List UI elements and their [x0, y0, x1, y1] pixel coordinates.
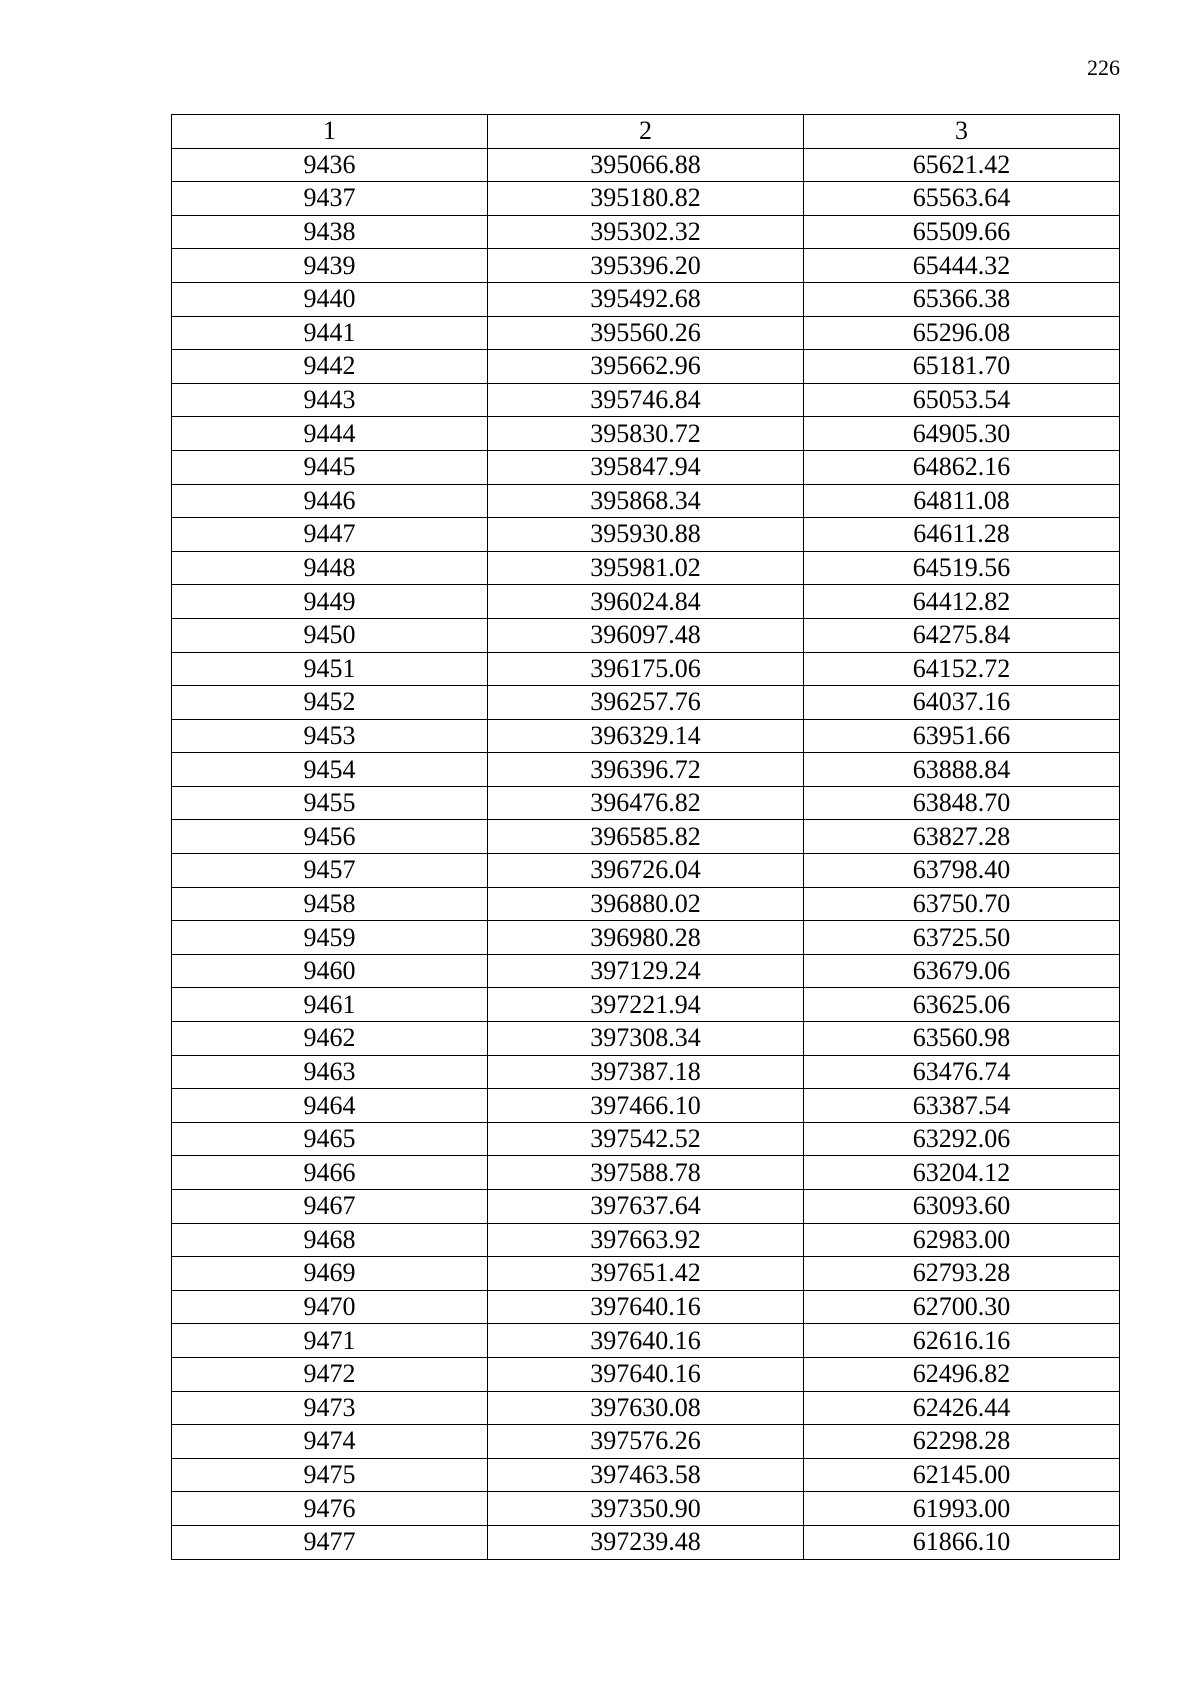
- y-coordinate-cell: 63093.60: [804, 1190, 1120, 1224]
- x-coordinate-cell: 396175.06: [488, 652, 804, 686]
- y-coordinate-cell: 65053.54: [804, 383, 1120, 417]
- y-coordinate-cell: 63292.06: [804, 1122, 1120, 1156]
- y-coordinate-cell: 63827.28: [804, 820, 1120, 854]
- x-coordinate-cell: 397221.94: [488, 988, 804, 1022]
- point-number-cell: 9466: [172, 1156, 488, 1190]
- table-row: [172, 551, 1120, 585]
- table-row: [172, 786, 1120, 820]
- table-row: [172, 1055, 1120, 1089]
- x-coordinate-cell: 397651.42: [488, 1257, 804, 1291]
- table-row: [172, 316, 1120, 350]
- point-number-cell: 9442: [172, 350, 488, 384]
- table-row: [172, 182, 1120, 216]
- table-row: [172, 719, 1120, 753]
- point-number-cell: 9473: [172, 1391, 488, 1425]
- table-row: [172, 1089, 1120, 1123]
- point-number-cell: 9444: [172, 417, 488, 451]
- y-coordinate-cell: 63625.06: [804, 988, 1120, 1022]
- point-number-cell: 9437: [172, 182, 488, 216]
- x-coordinate-cell: 395930.88: [488, 518, 804, 552]
- y-coordinate-cell: 63848.70: [804, 786, 1120, 820]
- table-row: [172, 417, 1120, 451]
- table-row: [172, 1492, 1120, 1526]
- coordinates-table: [171, 114, 1120, 1560]
- x-coordinate-cell: 397630.08: [488, 1391, 804, 1425]
- point-number-cell: 9476: [172, 1492, 488, 1526]
- x-coordinate-cell: 395180.82: [488, 182, 804, 216]
- x-coordinate-cell: 396396.72: [488, 753, 804, 787]
- y-coordinate-cell: 64037.16: [804, 686, 1120, 720]
- x-coordinate-cell: 396257.76: [488, 686, 804, 720]
- point-number-cell: 9460: [172, 954, 488, 988]
- table-row: [172, 820, 1120, 854]
- x-coordinate-cell: 396476.82: [488, 786, 804, 820]
- x-coordinate-cell: 397542.52: [488, 1122, 804, 1156]
- table-row: [172, 854, 1120, 888]
- y-coordinate-cell: 64412.82: [804, 585, 1120, 619]
- x-coordinate-cell: 396097.48: [488, 618, 804, 652]
- table-row: [172, 215, 1120, 249]
- x-coordinate-cell: 397640.16: [488, 1324, 804, 1358]
- table-row: [172, 1525, 1120, 1559]
- x-coordinate-cell: 397239.48: [488, 1525, 804, 1559]
- x-coordinate-cell: 397640.16: [488, 1290, 804, 1324]
- point-number-cell: 9445: [172, 450, 488, 484]
- page-number: 226: [1087, 55, 1120, 80]
- y-coordinate-cell: 61993.00: [804, 1492, 1120, 1526]
- table-row: [172, 753, 1120, 787]
- point-number-cell: 9454: [172, 753, 488, 787]
- point-number-cell: 9463: [172, 1055, 488, 1089]
- table-row: [172, 383, 1120, 417]
- point-number-cell: 9477: [172, 1525, 488, 1559]
- y-coordinate-cell: 65621.42: [804, 148, 1120, 182]
- x-coordinate-cell: 396329.14: [488, 719, 804, 753]
- table-body: [172, 148, 1120, 1559]
- table-row: [172, 350, 1120, 384]
- table-row: [172, 1223, 1120, 1257]
- x-coordinate-cell: 396726.04: [488, 854, 804, 888]
- y-coordinate-cell: 61866.10: [804, 1525, 1120, 1559]
- y-coordinate-cell: 62793.28: [804, 1257, 1120, 1291]
- table-row: [172, 585, 1120, 619]
- x-coordinate-cell: 397463.58: [488, 1458, 804, 1492]
- x-coordinate-cell: 396024.84: [488, 585, 804, 619]
- y-coordinate-cell: 62426.44: [804, 1391, 1120, 1425]
- point-number-cell: 9459: [172, 921, 488, 955]
- column-header-1: 1: [172, 115, 488, 149]
- point-number-cell: 9455: [172, 786, 488, 820]
- point-number-cell: 9438: [172, 215, 488, 249]
- header-row: [172, 115, 1120, 149]
- x-coordinate-cell: 395396.20: [488, 249, 804, 283]
- y-coordinate-cell: 62616.16: [804, 1324, 1120, 1358]
- y-coordinate-cell: 64862.16: [804, 450, 1120, 484]
- y-coordinate-cell: 62983.00: [804, 1223, 1120, 1257]
- point-number-cell: 9475: [172, 1458, 488, 1492]
- y-coordinate-cell: 65366.38: [804, 282, 1120, 316]
- point-number-cell: 9453: [172, 719, 488, 753]
- x-coordinate-cell: 395868.34: [488, 484, 804, 518]
- x-coordinate-cell: 397387.18: [488, 1055, 804, 1089]
- table-row: [172, 1257, 1120, 1291]
- point-number-cell: 9449: [172, 585, 488, 619]
- table-row: [172, 1391, 1120, 1425]
- point-number-cell: 9443: [172, 383, 488, 417]
- y-coordinate-cell: 65509.66: [804, 215, 1120, 249]
- point-number-cell: 9439: [172, 249, 488, 283]
- point-number-cell: 9446: [172, 484, 488, 518]
- y-coordinate-cell: 64519.56: [804, 551, 1120, 585]
- table-row: [172, 1357, 1120, 1391]
- point-number-cell: 9441: [172, 316, 488, 350]
- x-coordinate-cell: 395066.88: [488, 148, 804, 182]
- table-row: [172, 1458, 1120, 1492]
- point-number-cell: 9472: [172, 1357, 488, 1391]
- x-coordinate-cell: 397640.16: [488, 1357, 804, 1391]
- x-coordinate-cell: 395302.32: [488, 215, 804, 249]
- y-coordinate-cell: 62298.28: [804, 1425, 1120, 1459]
- y-coordinate-cell: 65444.32: [804, 249, 1120, 283]
- table-row: [172, 1022, 1120, 1056]
- table-row: [172, 1290, 1120, 1324]
- y-coordinate-cell: 64811.08: [804, 484, 1120, 518]
- y-coordinate-cell: 62496.82: [804, 1357, 1120, 1391]
- y-coordinate-cell: 63798.40: [804, 854, 1120, 888]
- point-number-cell: 9451: [172, 652, 488, 686]
- x-coordinate-cell: 397466.10: [488, 1089, 804, 1123]
- y-coordinate-cell: 63888.84: [804, 753, 1120, 787]
- point-number-cell: 9464: [172, 1089, 488, 1123]
- table-row: [172, 652, 1120, 686]
- table-row: [172, 450, 1120, 484]
- table-row: [172, 618, 1120, 652]
- x-coordinate-cell: 397350.90: [488, 1492, 804, 1526]
- table-row: [172, 921, 1120, 955]
- table-row: [172, 1156, 1120, 1190]
- point-number-cell: 9450: [172, 618, 488, 652]
- point-number-cell: 9465: [172, 1122, 488, 1156]
- y-coordinate-cell: 65181.70: [804, 350, 1120, 384]
- column-header-3: 3: [804, 115, 1120, 149]
- table-row: [172, 1190, 1120, 1224]
- y-coordinate-cell: 65296.08: [804, 316, 1120, 350]
- x-coordinate-cell: 395662.96: [488, 350, 804, 384]
- table-row: [172, 988, 1120, 1022]
- x-coordinate-cell: 397588.78: [488, 1156, 804, 1190]
- point-number-cell: 9471: [172, 1324, 488, 1358]
- x-coordinate-cell: 395746.84: [488, 383, 804, 417]
- table-row: [172, 484, 1120, 518]
- x-coordinate-cell: 395847.94: [488, 450, 804, 484]
- point-number-cell: 9448: [172, 551, 488, 585]
- y-coordinate-cell: 62145.00: [804, 1458, 1120, 1492]
- x-coordinate-cell: 397576.26: [488, 1425, 804, 1459]
- point-number-cell: 9461: [172, 988, 488, 1022]
- x-coordinate-cell: 395492.68: [488, 282, 804, 316]
- point-number-cell: 9474: [172, 1425, 488, 1459]
- table-row: [172, 954, 1120, 988]
- x-coordinate-cell: 395560.26: [488, 316, 804, 350]
- point-number-cell: 9452: [172, 686, 488, 720]
- y-coordinate-cell: 64275.84: [804, 618, 1120, 652]
- y-coordinate-cell: 62700.30: [804, 1290, 1120, 1324]
- x-coordinate-cell: 397637.64: [488, 1190, 804, 1224]
- table-row: [172, 1425, 1120, 1459]
- x-coordinate-cell: 397129.24: [488, 954, 804, 988]
- table-row: [172, 282, 1120, 316]
- point-number-cell: 9440: [172, 282, 488, 316]
- y-coordinate-cell: 63951.66: [804, 719, 1120, 753]
- table-row: [172, 148, 1120, 182]
- table-header: [172, 115, 1120, 149]
- x-coordinate-cell: 397308.34: [488, 1022, 804, 1056]
- x-coordinate-cell: 397663.92: [488, 1223, 804, 1257]
- y-coordinate-cell: 64611.28: [804, 518, 1120, 552]
- x-coordinate-cell: 395981.02: [488, 551, 804, 585]
- x-coordinate-cell: 396880.02: [488, 887, 804, 921]
- point-number-cell: 9436: [172, 148, 488, 182]
- table-row: [172, 686, 1120, 720]
- y-coordinate-cell: 63679.06: [804, 954, 1120, 988]
- point-number-cell: 9467: [172, 1190, 488, 1224]
- x-coordinate-cell: 396980.28: [488, 921, 804, 955]
- x-coordinate-cell: 395830.72: [488, 417, 804, 451]
- point-number-cell: 9469: [172, 1257, 488, 1291]
- column-header-2: 2: [488, 115, 804, 149]
- table-row: [172, 518, 1120, 552]
- table-row: [172, 1324, 1120, 1358]
- y-coordinate-cell: 65563.64: [804, 182, 1120, 216]
- point-number-cell: 9462: [172, 1022, 488, 1056]
- x-coordinate-cell: 396585.82: [488, 820, 804, 854]
- point-number-cell: 9468: [172, 1223, 488, 1257]
- point-number-cell: 9447: [172, 518, 488, 552]
- point-number-cell: 9456: [172, 820, 488, 854]
- point-number-cell: 9457: [172, 854, 488, 888]
- y-coordinate-cell: 63476.74: [804, 1055, 1120, 1089]
- y-coordinate-cell: 63560.98: [804, 1022, 1120, 1056]
- table-row: [172, 1122, 1120, 1156]
- table-row: [172, 887, 1120, 921]
- y-coordinate-cell: 64905.30: [804, 417, 1120, 451]
- y-coordinate-cell: 63750.70: [804, 887, 1120, 921]
- point-number-cell: 9470: [172, 1290, 488, 1324]
- y-coordinate-cell: 64152.72: [804, 652, 1120, 686]
- table-row: [172, 249, 1120, 283]
- point-number-cell: 9458: [172, 887, 488, 921]
- y-coordinate-cell: 63725.50: [804, 921, 1120, 955]
- y-coordinate-cell: 63204.12: [804, 1156, 1120, 1190]
- y-coordinate-cell: 63387.54: [804, 1089, 1120, 1123]
